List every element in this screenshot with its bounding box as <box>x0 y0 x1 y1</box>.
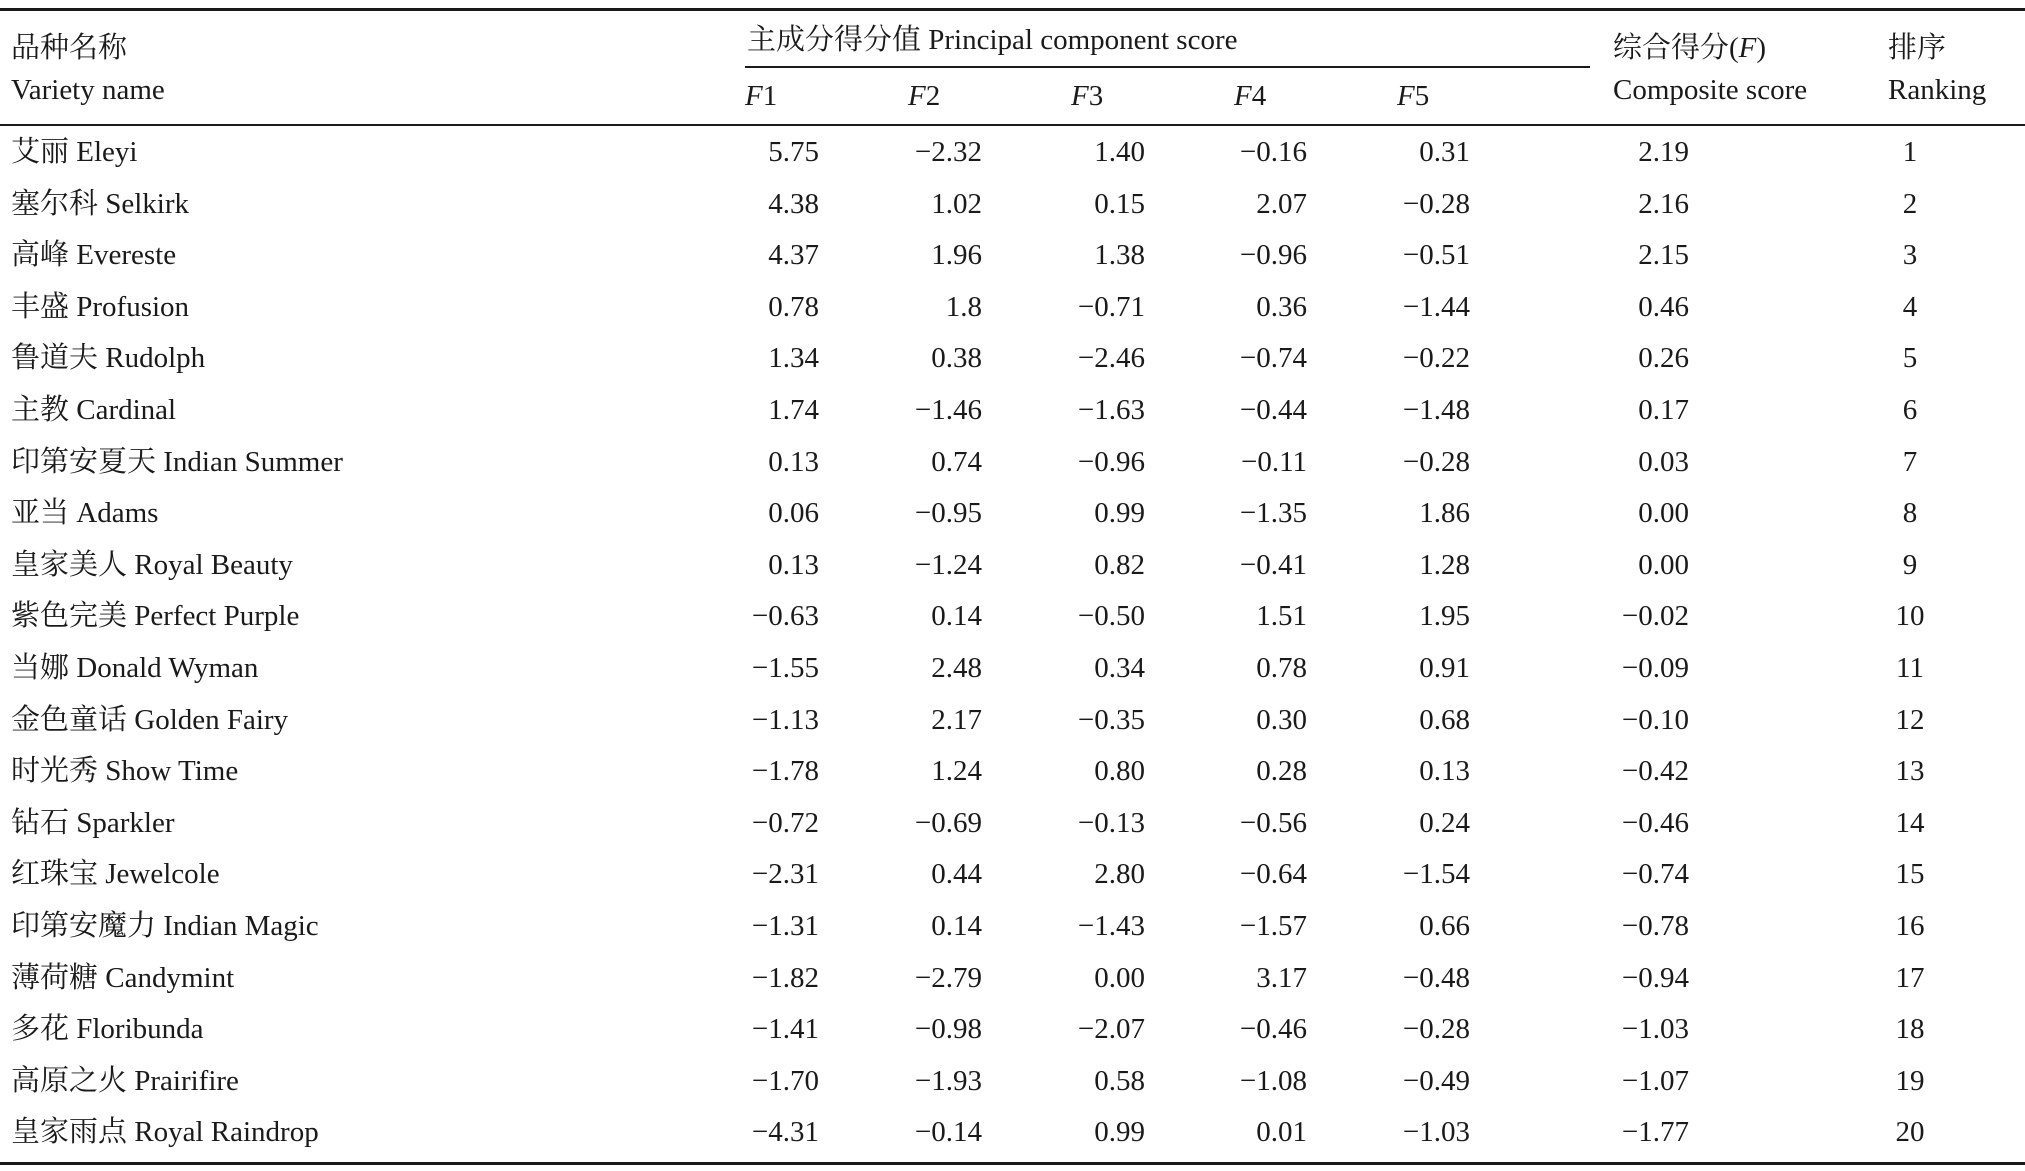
component-header-letter: F <box>1397 80 1415 112</box>
score-f4: −0.16 <box>1239 136 1307 168</box>
score-f3: −1.63 <box>1077 394 1145 426</box>
component-header-f5 <box>1397 82 1429 111</box>
component-header-f3 <box>1071 82 1103 111</box>
score-f5: −0.51 <box>1402 239 1470 272</box>
score-f1: −1.82 <box>751 961 819 994</box>
score-f3: 0.99 <box>1094 1116 1145 1149</box>
composite-score: −1.03 <box>1621 1013 1689 1046</box>
component-header-number: 3 <box>1088 80 1104 112</box>
variety-name: 亚当 Adams <box>11 497 159 530</box>
score-f4: 2.07 <box>1256 187 1307 220</box>
score-f3: −0.96 <box>1077 445 1145 478</box>
score-f3: −0.71 <box>1077 290 1145 323</box>
ranking: 5 <box>1902 342 1918 375</box>
score-f2: 0.38 <box>931 342 982 375</box>
score-f2: −0.98 <box>914 1013 982 1046</box>
composite-header-cn-a: 综合得分( <box>1613 32 1739 64</box>
component-header-letter: F <box>908 80 926 112</box>
score-f2: −1.93 <box>914 1064 982 1097</box>
ranking: 18 <box>1895 1013 1925 1046</box>
score-f5: −0.28 <box>1402 445 1470 478</box>
score-f3: 0.00 <box>1094 961 1145 994</box>
score-f2: −1.46 <box>914 394 982 426</box>
score-f3: 0.34 <box>1094 652 1145 684</box>
score-f2: 1.8 <box>945 290 982 323</box>
composite-score: −0.42 <box>1621 755 1689 788</box>
ranking: 17 <box>1895 961 1925 994</box>
score-f3: −1.43 <box>1077 910 1145 942</box>
variety-name: 鲁道夫 Rudolph <box>11 342 206 375</box>
top-rule <box>0 8 2025 11</box>
variety-header-cn: 品种名称 <box>11 32 128 64</box>
ranking: 19 <box>1895 1064 1925 1097</box>
score-f5: 1.28 <box>1419 548 1470 581</box>
principal-component-group-header: 主成分得分值 Principal component score <box>747 24 1238 56</box>
composite-score: −0.74 <box>1621 858 1689 891</box>
variety-name: 金色童话 Golden Fairy <box>11 703 289 736</box>
variety-name: 紫色完美 Perfect Purple <box>11 600 300 633</box>
variety-name: 皇家美人 Royal Beauty <box>11 548 293 581</box>
score-f4: −0.56 <box>1239 806 1307 839</box>
score-f1: −4.31 <box>751 1116 819 1149</box>
score-f3: 1.38 <box>1094 239 1145 272</box>
score-f2: −2.32 <box>914 136 982 168</box>
variety-name: 多花 Floribunda <box>11 1013 204 1046</box>
ranking: 7 <box>1902 445 1918 478</box>
composite-score: 0.46 <box>1638 290 1689 323</box>
component-header-number: 1 <box>762 80 778 112</box>
composite-header-cn-b: ) <box>1756 32 1767 64</box>
composite-score: 0.26 <box>1638 342 1689 375</box>
score-f3: −0.13 <box>1077 806 1145 839</box>
group-underline-rule <box>745 66 1590 68</box>
score-f1: −1.13 <box>751 703 819 736</box>
variety-name: 钻石 Sparkler <box>11 806 175 839</box>
ranking: 14 <box>1895 806 1925 839</box>
composite-score: −1.07 <box>1621 1064 1689 1097</box>
composite-score: 2.19 <box>1638 136 1689 168</box>
score-f2: −0.14 <box>914 1116 982 1149</box>
score-f2: 0.14 <box>931 600 982 633</box>
score-f1: −1.41 <box>751 1013 819 1046</box>
component-header-f4 <box>1234 82 1266 111</box>
score-f4: −0.44 <box>1239 394 1307 426</box>
score-f4: −1.35 <box>1239 497 1307 530</box>
score-f5: −1.48 <box>1402 394 1470 426</box>
variety-name: 皇家雨点 Royal Raindrop <box>11 1116 319 1149</box>
score-f3: 0.99 <box>1094 497 1145 530</box>
score-f2: 2.48 <box>931 652 982 684</box>
score-f4: 0.01 <box>1256 1116 1307 1149</box>
composite-score: −0.09 <box>1621 652 1689 684</box>
score-f2: 1.02 <box>931 187 982 220</box>
ranking: 11 <box>1896 652 1924 684</box>
variety-name: 丰盛 Profusion <box>11 290 190 323</box>
ranking: 15 <box>1895 858 1925 891</box>
score-f1: −1.70 <box>751 1064 819 1097</box>
score-f2: 2.17 <box>931 703 982 736</box>
score-f4: −0.64 <box>1239 858 1307 891</box>
score-f1: −1.31 <box>751 910 819 942</box>
score-f5: 0.13 <box>1419 755 1470 788</box>
score-f4: 0.30 <box>1256 703 1307 736</box>
score-f3: 0.58 <box>1094 1064 1145 1097</box>
variety-name: 红珠宝 Jewelcole <box>11 858 220 891</box>
ranking: 9 <box>1902 548 1918 581</box>
score-f5: −1.54 <box>1402 858 1470 891</box>
score-f4: −0.41 <box>1239 548 1307 581</box>
score-f4: −0.96 <box>1239 239 1307 272</box>
score-f1: 5.75 <box>768 136 819 168</box>
ranking: 2 <box>1902 187 1918 220</box>
component-header-letter: F <box>1071 80 1089 112</box>
variety-name: 印第安魔力 Indian Magic <box>11 910 319 942</box>
score-f2: 0.74 <box>931 445 982 478</box>
score-f1: 0.78 <box>768 290 819 323</box>
score-f5: −0.28 <box>1402 187 1470 220</box>
score-f1: 0.13 <box>768 548 819 581</box>
composite-score: 0.03 <box>1638 445 1689 478</box>
composite-score: −0.02 <box>1621 600 1689 633</box>
score-f2: −1.24 <box>914 548 982 581</box>
ranking: 1 <box>1902 136 1918 168</box>
score-f5: −0.48 <box>1402 961 1470 994</box>
score-f5: 1.86 <box>1419 497 1470 530</box>
score-f3: 2.80 <box>1094 858 1145 891</box>
ranking: 8 <box>1902 497 1918 530</box>
ranking: 16 <box>1895 910 1925 942</box>
composite-score: −0.94 <box>1621 961 1689 994</box>
composite-score: 0.00 <box>1638 548 1689 581</box>
score-f2: −0.95 <box>914 497 982 530</box>
score-f3: −0.50 <box>1077 600 1145 633</box>
score-f3: 0.80 <box>1094 755 1145 788</box>
score-f4: 0.78 <box>1256 652 1307 684</box>
score-f4: −0.46 <box>1239 1013 1307 1046</box>
variety-name: 塞尔科 Selkirk <box>11 187 190 220</box>
ranking-header-en: Ranking <box>1888 74 1987 106</box>
ranking: 10 <box>1895 600 1925 633</box>
score-f1: −0.63 <box>751 600 819 633</box>
score-f2: 1.96 <box>931 239 982 272</box>
variety-name: 主教 Cardinal <box>11 394 177 426</box>
composite-score: 2.16 <box>1638 187 1689 220</box>
variety-name: 高原之火 Prairifire <box>11 1064 239 1097</box>
header-bottom-rule <box>0 124 2025 126</box>
score-f5: 0.31 <box>1419 136 1470 168</box>
score-f3: 1.40 <box>1094 136 1145 168</box>
composite-header-cn-f: F <box>1738 32 1757 64</box>
score-f1: 4.37 <box>768 239 819 272</box>
variety-name: 薄荷糖 Candymint <box>11 961 235 994</box>
ranking: 20 <box>1895 1116 1925 1149</box>
score-f3: 0.15 <box>1094 187 1145 220</box>
score-f3: −2.07 <box>1077 1013 1145 1046</box>
composite-score: −0.10 <box>1621 703 1689 736</box>
ranking: 13 <box>1895 755 1925 788</box>
variety-name: 高峰 Evereste <box>11 239 177 272</box>
composite-score: 0.00 <box>1638 497 1689 530</box>
ranking: 3 <box>1902 239 1918 272</box>
score-f4: −0.74 <box>1239 342 1307 375</box>
component-header-letter: F <box>1234 80 1252 112</box>
variety-name: 印第安夏天 Indian Summer <box>11 445 343 478</box>
composite-score: 0.17 <box>1638 394 1689 426</box>
ranking-header-cn: 排序 <box>1888 32 1947 64</box>
score-f4: 3.17 <box>1256 961 1307 994</box>
score-f3: 0.82 <box>1094 548 1145 581</box>
composite-score: −0.46 <box>1621 806 1689 839</box>
score-f2: 0.14 <box>931 910 982 942</box>
composite-header-en: Composite score <box>1613 74 1808 106</box>
ranking: 6 <box>1902 394 1918 426</box>
score-f5: −1.03 <box>1402 1116 1470 1149</box>
composite-score: 2.15 <box>1638 239 1689 272</box>
score-f1: 4.38 <box>768 187 819 220</box>
score-f1: −1.55 <box>751 652 819 684</box>
score-f5: −0.28 <box>1402 1013 1470 1046</box>
variety-name: 时光秀 Show Time <box>11 755 239 788</box>
score-f3: −0.35 <box>1077 703 1145 736</box>
score-f4: −1.57 <box>1239 910 1307 942</box>
composite-score: −0.78 <box>1621 910 1689 942</box>
score-f3: −2.46 <box>1077 342 1145 375</box>
score-f4: −1.08 <box>1239 1064 1307 1097</box>
score-f2: 0.44 <box>931 858 982 891</box>
ranking: 4 <box>1902 290 1918 323</box>
variety-header-en: Variety name <box>11 74 165 106</box>
score-f5: 0.24 <box>1419 806 1470 839</box>
score-f5: −0.22 <box>1402 342 1470 375</box>
score-f5: −1.44 <box>1402 290 1470 323</box>
component-header-number: 5 <box>1414 80 1430 112</box>
score-f1: 0.13 <box>768 445 819 478</box>
score-f2: −2.79 <box>914 961 982 994</box>
bottom-rule <box>0 1162 2025 1165</box>
component-header-letter: F <box>745 80 763 112</box>
score-f4: 1.51 <box>1256 600 1307 633</box>
score-f4: −0.11 <box>1240 445 1307 478</box>
component-header-f1 <box>745 82 777 111</box>
score-f1: 0.06 <box>768 497 819 530</box>
score-f5: 0.66 <box>1419 910 1470 942</box>
component-header-number: 4 <box>1251 80 1267 112</box>
score-f5: 1.95 <box>1419 600 1470 633</box>
score-f1: −1.78 <box>751 755 819 788</box>
score-f1: −2.31 <box>751 858 819 891</box>
component-header-number: 2 <box>925 80 941 112</box>
score-f2: 1.24 <box>931 755 982 788</box>
score-f1: 1.74 <box>768 394 819 426</box>
score-f2: −0.69 <box>914 806 982 839</box>
score-f5: 0.68 <box>1419 703 1470 736</box>
score-f1: 1.34 <box>768 342 819 375</box>
composite-score: −1.77 <box>1621 1116 1689 1149</box>
variety-name: 当娜 Donald Wyman <box>11 652 259 684</box>
score-f4: 0.28 <box>1256 755 1307 788</box>
variety-name: 艾丽 Eleyi <box>11 136 138 168</box>
score-f1: −0.72 <box>751 806 819 839</box>
composite-header-cn <box>1613 34 1766 63</box>
ranking: 12 <box>1895 703 1925 736</box>
score-f4: 0.36 <box>1256 290 1307 323</box>
score-f5: 0.91 <box>1419 652 1470 684</box>
score-f5: −0.49 <box>1402 1064 1470 1097</box>
component-header-f2 <box>908 82 940 111</box>
